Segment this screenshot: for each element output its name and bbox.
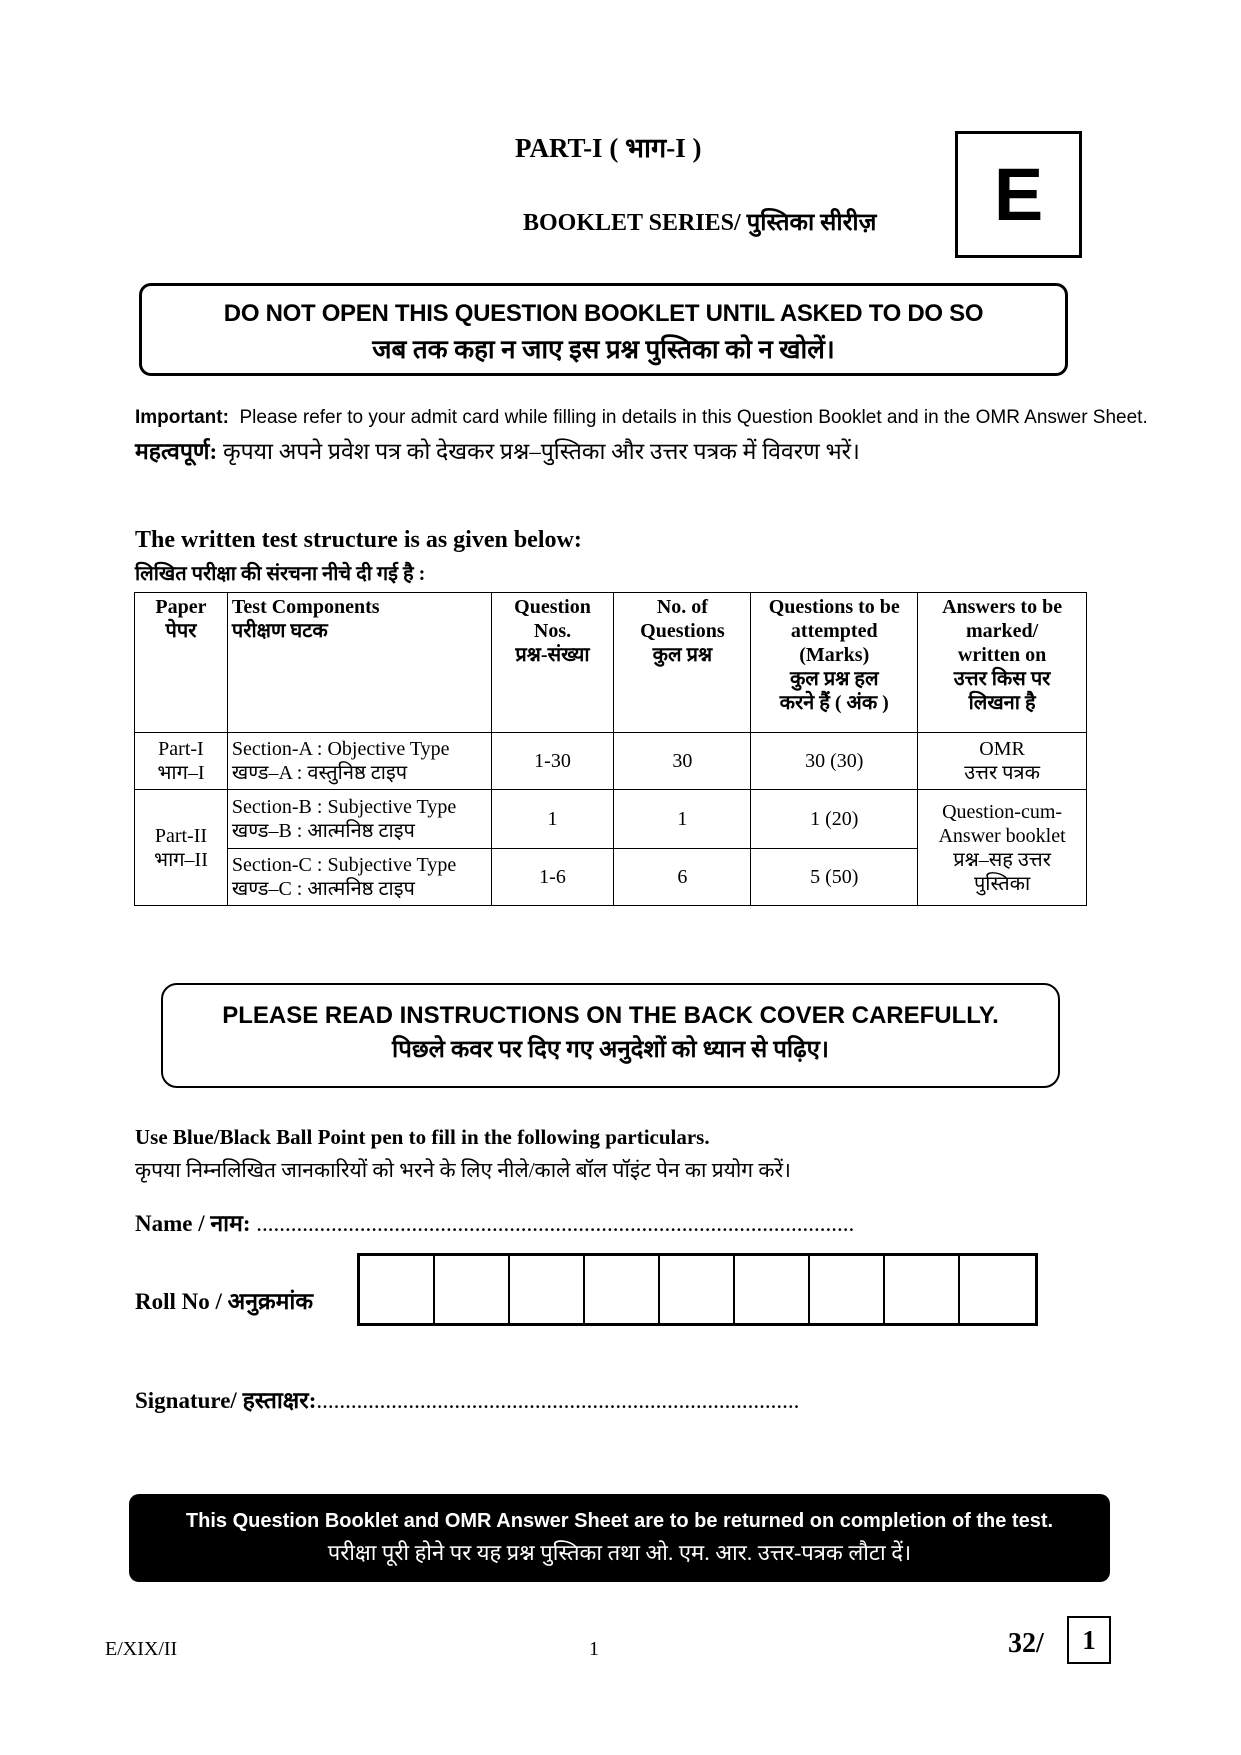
table-header-row <box>135 593 1087 733</box>
booklet-series-letter: E <box>955 131 1082 258</box>
roll-no-digit-box[interactable] <box>660 1256 735 1323</box>
important-label-en: Important: <box>135 407 229 428</box>
do-not-open-notice <box>139 283 1068 376</box>
table-row <box>135 733 1087 790</box>
cell-no-of-questions: 6 <box>614 849 751 906</box>
page-number: 1 <box>589 1638 599 1660</box>
important-text-hi: कृपया अपने प्रवेश पत्र को देखकर प्रश्न–पुस्तिका और उत्तर पत्रक में विवरण भरें। <box>222 439 860 464</box>
cell-no-of-questions: 30 <box>614 733 751 790</box>
cell-paper: Part-II भाग–II <box>135 790 228 906</box>
roll-no-digit-box[interactable] <box>435 1256 510 1323</box>
cell-component: Section-C : Subjective Type खण्ड–C : आत्मनिष्ठ टाइप <box>227 849 491 906</box>
booklet-series-label: BOOKLET SERIES/ पुस्तिका सीरीज़ <box>523 210 877 236</box>
return-booklet-notice <box>129 1494 1110 1582</box>
cell-component: Section-A : Objective Type खण्ड–A : वस्तुनिष्ठ टाइप <box>227 733 491 790</box>
header-question-nos: Question Nos. प्रश्न-संख्या <box>491 593 614 733</box>
signature-label: Signature/ हस्ताक्षर: <box>135 1388 317 1413</box>
test-structure-table <box>134 592 1087 906</box>
roll-no-digit-box[interactable] <box>810 1256 885 1323</box>
paper-number-box: 1 <box>1067 1616 1111 1664</box>
important-label-hi: महत्वपूर्ण: <box>135 439 218 464</box>
name-label: Name / नाम: <box>135 1211 251 1236</box>
cell-to-attempt: 5 (50) <box>751 849 918 906</box>
read-instructions-notice <box>161 983 1060 1088</box>
cell-to-attempt: 1 (20) <box>751 790 918 849</box>
roll-no-digit-box[interactable] <box>885 1256 960 1323</box>
cell-answers-on: Question-cum- Answer booklet प्रश्न–सह उत्तर पुस्तिका <box>918 790 1087 906</box>
table-row <box>135 790 1087 849</box>
footer-code: E/XIX/II <box>105 1638 178 1660</box>
roll-no-digit-box[interactable] <box>585 1256 660 1323</box>
header-paper: Paper पेपर <box>135 593 228 733</box>
important-note-en <box>135 407 1148 429</box>
return-notice-hi: परीक्षा पूरी होने पर यह प्रश्न पुस्तिका तथा ओ. एम. आर. उत्तर-पत्रक लौटा दें। <box>327 1540 912 1565</box>
cell-question-nos: 1-30 <box>491 733 614 790</box>
structure-title-hi: लिखित परीक्षा की संरचना नीचे दी गई है : <box>135 563 426 585</box>
pen-instruction-hi: कृपया निम्नलिखित जानकारियों को भरने के लिए नीले/काले बॉल पॉइंट पेन का प्रयोग करें। <box>135 1158 792 1182</box>
pen-instruction-en: Use Blue/Black Ball Point pen to fill in the following particulars. <box>135 1125 710 1149</box>
cell-question-nos: 1 <box>491 790 614 849</box>
return-notice-en: This Question Booklet and OMR Answer Sheet are to be returned on completion of the test. <box>185 1510 1054 1532</box>
read-instructions-hi: पिछले कवर पर दिए गए अनुदेशों को ध्यान से पढ़िए। <box>391 1037 829 1063</box>
cell-paper: Part-I भाग–I <box>135 733 228 790</box>
read-instructions-en: PLEASE READ INSTRUCTIONS ON THE BACK COVER CAREFULLY. <box>222 1002 999 1029</box>
structure-title-en: The written test structure is as given below: <box>135 527 582 553</box>
important-text-en: Please refer to your admit card while filling in details in this Question Booklet and in the OMR Answer Sheet. <box>239 407 1148 428</box>
signature-field[interactable] <box>135 1383 799 1415</box>
roll-no-digit-box[interactable] <box>960 1256 1035 1323</box>
do-not-open-hi: जब तक कहा न जाए इस प्रश्न पुस्तिका को न खोलें। <box>372 335 835 364</box>
header-components: Test Components परीक्षण घटक <box>227 593 491 733</box>
name-field[interactable] <box>135 1206 854 1238</box>
part-title: PART-I ( भाग-I ) <box>515 133 702 163</box>
name-dotted-line: ........................................................................................................ <box>256 1211 855 1236</box>
roll-no-digit-box[interactable] <box>735 1256 810 1323</box>
cell-no-of-questions: 1 <box>614 790 751 849</box>
cell-question-nos: 1-6 <box>491 849 614 906</box>
do-not-open-en: DO NOT OPEN THIS QUESTION BOOKLET UNTIL ASKED TO DO SO <box>223 300 984 327</box>
cell-component: Section-B : Subjective Type खण्ड–B : आत्मनिष्ठ टाइप <box>227 790 491 849</box>
signature-dotted-line: .................................................................................... <box>316 1388 800 1413</box>
roll-no-digit-box[interactable] <box>510 1256 585 1323</box>
header-no-of-questions: No. of Questions कुल प्रश्न <box>614 593 751 733</box>
cell-to-attempt: 30 (30) <box>751 733 918 790</box>
header-to-attempt: Questions to be attempted (Marks) कुल प्रश्न हल करने हैं ( अंक ) <box>751 593 918 733</box>
cell-answers-on: OMR उत्तर पत्रक <box>918 733 1087 790</box>
header-answers-on: Answers to be marked/ written on उत्तर किस पर लिखना है <box>918 593 1087 733</box>
important-note-hi <box>135 434 860 466</box>
roll-no-label: Roll No / अनुक्रमांक <box>135 1289 314 1314</box>
roll-no-boxes <box>357 1253 1038 1326</box>
roll-no-digit-box[interactable] <box>360 1256 435 1323</box>
paper-number: 32/ <box>1008 1628 1044 1659</box>
